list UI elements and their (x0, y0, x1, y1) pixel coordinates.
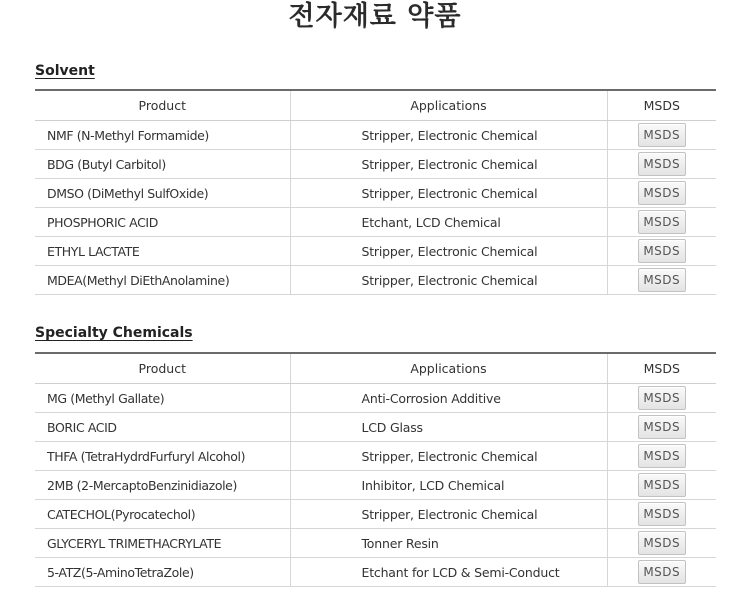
table-row (35, 179, 716, 208)
section-title-specialty-chemicals: Specialty Chemicals (35, 325, 193, 341)
table-header-row (35, 90, 716, 121)
product-cell: DMSO (DiMethyl SulfOxide) (35, 179, 290, 208)
msds-button[interactable]: MSDS (638, 531, 686, 555)
table-row (35, 208, 716, 237)
msds-cell (607, 558, 716, 587)
section-title-solvent: Solvent (35, 63, 95, 79)
product-cell: PHOSPHORIC ACID (35, 208, 290, 237)
column-header-msds: MSDS (607, 353, 716, 384)
msds-cell (607, 500, 716, 529)
table-row (35, 529, 716, 558)
application-cell: Stripper, Electronic Chemical (290, 179, 607, 208)
column-header-applications: Applications (290, 90, 607, 121)
product-cell: ETHYL LACTATE (35, 237, 290, 266)
msds-button[interactable]: MSDS (638, 268, 686, 292)
msds-button[interactable]: MSDS (638, 210, 686, 234)
product-cell: BDG (Butyl Carbitol) (35, 150, 290, 179)
product-cell: NMF (N-Methyl Formamide) (35, 121, 290, 150)
msds-button[interactable]: MSDS (638, 239, 686, 263)
table-row (35, 558, 716, 587)
product-cell: 5-ATZ(5-AminoTetraZole) (35, 558, 290, 587)
application-cell: Anti-Corrosion Additive (290, 384, 607, 413)
application-cell: Stripper, Electronic Chemical (290, 150, 607, 179)
msds-button[interactable]: MSDS (638, 386, 686, 410)
msds-cell (607, 266, 716, 295)
table-row (35, 471, 716, 500)
msds-cell (607, 208, 716, 237)
application-cell: Stripper, Electronic Chemical (290, 500, 607, 529)
msds-button[interactable]: MSDS (638, 181, 686, 205)
application-cell: LCD Glass (290, 413, 607, 442)
column-header-product: Product (35, 353, 290, 384)
table-row (35, 266, 716, 295)
msds-cell (607, 237, 716, 266)
table-row (35, 237, 716, 266)
msds-button[interactable]: MSDS (638, 502, 686, 526)
application-cell: Etchant, LCD Chemical (290, 208, 607, 237)
product-cell: THFA (TetraHydrdFurfuryl Alcohol) (35, 442, 290, 471)
application-cell: Stripper, Electronic Chemical (290, 266, 607, 295)
solvent-table (35, 89, 716, 295)
msds-button[interactable]: MSDS (638, 123, 686, 147)
table-row (35, 384, 716, 413)
column-header-applications: Applications (290, 353, 607, 384)
column-header-product: Product (35, 90, 290, 121)
table-row (35, 121, 716, 150)
application-cell: Stripper, Electronic Chemical (290, 121, 607, 150)
msds-cell (607, 384, 716, 413)
table-row (35, 500, 716, 529)
msds-button[interactable]: MSDS (638, 152, 686, 176)
page-title: 전자재료 약품 (288, 1, 462, 32)
msds-button[interactable]: MSDS (638, 415, 686, 439)
msds-button[interactable]: MSDS (638, 444, 686, 468)
msds-cell (607, 442, 716, 471)
msds-cell (607, 179, 716, 208)
application-cell: Stripper, Electronic Chemical (290, 237, 607, 266)
msds-cell (607, 413, 716, 442)
msds-cell (607, 471, 716, 500)
table-row (35, 413, 716, 442)
column-header-msds: MSDS (607, 90, 716, 121)
msds-cell (607, 121, 716, 150)
msds-button[interactable]: MSDS (638, 560, 686, 584)
product-cell: GLYCERYL TRIMETHACRYLATE (35, 529, 290, 558)
msds-cell (607, 529, 716, 558)
application-cell: Etchant for LCD & Semi-Conduct (290, 558, 607, 587)
product-cell: 2MB (2-MercaptoBenzinidiazole) (35, 471, 290, 500)
table-row (35, 150, 716, 179)
table-header-row (35, 353, 716, 384)
application-cell: Inhibitor, LCD Chemical (290, 471, 607, 500)
product-cell: MG (Methyl Gallate) (35, 384, 290, 413)
application-cell: Tonner Resin (290, 529, 607, 558)
specialty-chemicals-table (35, 352, 716, 587)
table-row (35, 442, 716, 471)
msds-button[interactable]: MSDS (638, 473, 686, 497)
msds-cell (607, 150, 716, 179)
product-cell: CATECHOL(Pyrocatechol) (35, 500, 290, 529)
product-cell: MDEA(Methyl DiEthAnolamine) (35, 266, 290, 295)
product-cell: BORIC ACID (35, 413, 290, 442)
application-cell: Stripper, Electronic Chemical (290, 442, 607, 471)
